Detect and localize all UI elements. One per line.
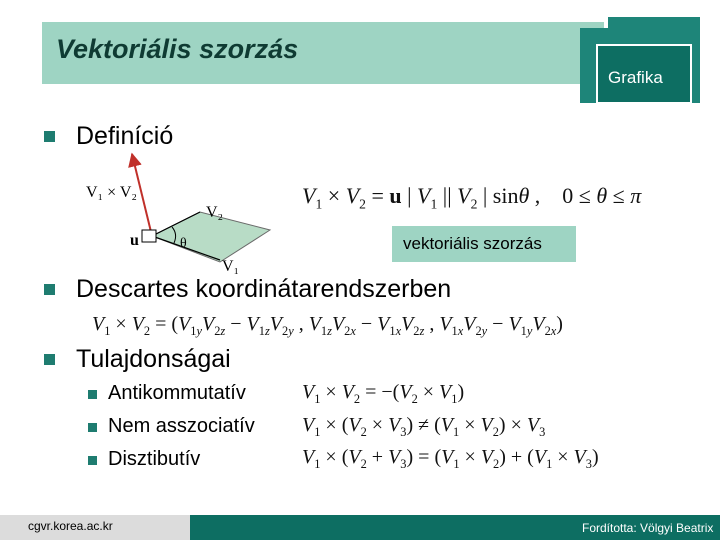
v2-label: V₂: [206, 204, 224, 221]
definition-formula: $V_1 \times V_2 = u$ | $V_1$ || $V_2$ | sinθ , 0 ≤ θ ≤ π: [302, 183, 642, 212]
section-definicio: Definíció: [76, 122, 174, 150]
bullet-icon: [44, 131, 55, 142]
bullet-icon: [44, 284, 55, 295]
footer-translator: Fordította: Völgyi Beatrix: [582, 521, 714, 535]
footer-url: cgvr.korea.ac.kr: [28, 519, 113, 533]
section-tulajdonsagai: Tulajdonságai: [76, 345, 231, 373]
bullet-icon: [88, 423, 97, 432]
property-antikommutativ: Antikommutatív: [108, 382, 246, 404]
cross-label: V₁ × V₂: [86, 184, 137, 201]
cross-product-diagram: [80, 150, 300, 268]
bullet-icon: [88, 456, 97, 465]
property-nem-asszociativ: Nem asszociatív: [108, 415, 255, 437]
property-disztibutiv: Disztibutív: [108, 448, 201, 470]
section-descartes: Descartes koordinátarendszerben: [76, 275, 452, 303]
u-label: u: [130, 232, 139, 249]
theta-label: θ: [180, 236, 187, 251]
bullet-icon: [88, 390, 97, 399]
slide-title: Vektoriális szorzás: [56, 34, 299, 64]
non-associative-formula: $V_1 \times (V_2 \times V_3) \ne (V_1 \times V_2) \times V_3$: [302, 414, 546, 439]
bullet-icon: [44, 354, 55, 365]
unit-normal-box: [142, 230, 156, 242]
callout-text: vektoriális szorzás: [403, 234, 542, 253]
distributive-formula: $V_1 \times (V_2 + V_3) = (V_1 \times V_2) + (V_1 \times V_3)$: [302, 446, 599, 471]
logo-text: Grafika: [608, 68, 663, 87]
v1-label: V₁: [222, 258, 240, 275]
cartesian-formula: $V_1 \times V_2 = (V_{1y}V_{2z} - V_{1z}V_{2y}$ , $V_{1z}V_{2x} - V_{1x}V_{2z}$ , $V_{1x}V_{2y} - V_{1y}V_{2x}$): [92, 313, 563, 338]
anticommutative-formula: $V_1 \times V_2 = -(V_2 \times V_1)$: [302, 381, 465, 406]
